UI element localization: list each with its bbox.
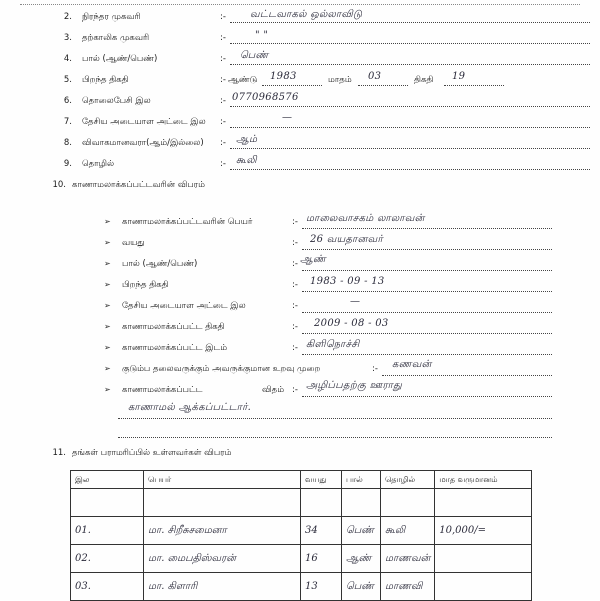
cell-name: மா. மைபதிஸ்வரன் — [144, 545, 301, 573]
cell-income — [435, 573, 532, 601]
cell-age: 16 — [301, 545, 342, 573]
item-label: தேசிய அடையாள அட்டை இல — [82, 117, 206, 127]
item-number: 6. — [63, 96, 72, 106]
item-dotline — [230, 106, 590, 107]
item-label: பால் (ஆண்/பெண்) — [82, 54, 158, 64]
item-dotline — [230, 169, 590, 170]
s10-item-label: தேசிய அடையாள அட்டை இல — [122, 301, 246, 311]
item-label: பிறந்த திகதி — [82, 75, 129, 85]
section-10-number: 10. — [52, 180, 66, 190]
item-colon: :- — [292, 280, 298, 290]
item-label: விவாகமானவரா(ஆம்/இல்லை) — [82, 138, 204, 148]
item-value: கூலி — [236, 155, 257, 166]
table-row — [71, 545, 532, 573]
cell-age: 13 — [301, 573, 342, 601]
item-dotline — [302, 396, 552, 397]
arrow-bullet-icon: ➢ — [104, 217, 111, 226]
s10-item-value: — — [350, 296, 361, 307]
cell-name: மா. கிளாரி — [144, 573, 301, 601]
birth-year-label: ஆண்டு — [228, 75, 258, 85]
item-value: வட்டவாகல் ஒல்லாவிடு — [250, 9, 363, 20]
cell-sex: ஆண் — [342, 545, 381, 573]
item-colon: :- — [220, 96, 226, 106]
col-header-age: வயது — [301, 471, 342, 489]
item-number: 9. — [63, 159, 72, 169]
arrow-bullet-icon: ➢ — [104, 343, 111, 352]
s10-item-value: மாலைவாசகம் லாலாவன் — [306, 213, 425, 224]
item-value: 0770968576 — [232, 92, 299, 103]
item-colon: :- — [372, 364, 378, 374]
birth-day-dotline — [444, 85, 504, 86]
item-dotline — [302, 270, 552, 271]
item-dotline — [230, 148, 590, 149]
item-number: 2. — [63, 12, 72, 22]
table-spacer-row — [71, 489, 532, 517]
arrow-bullet-icon: ➢ — [104, 364, 111, 373]
col-header-occupation: தொழில் — [381, 471, 435, 489]
item-number: 8. — [63, 138, 72, 148]
item-label: நிரந்தர முகவரி — [82, 12, 141, 22]
arrow-bullet-icon: ➢ — [104, 385, 111, 394]
item-label: தொலைபேசி இல — [82, 96, 151, 106]
item-label: தற்காலிக முகவரி — [82, 33, 150, 43]
item-number: 5. — [63, 75, 72, 85]
continuation-text: காணாமல் ஆக்கப்பட்டார். — [128, 402, 252, 413]
s10-item-value: அழிப்பதற்கு ஊராது — [306, 380, 403, 391]
item-colon: :- — [292, 343, 298, 353]
item-dotline — [382, 375, 552, 376]
birth-year-dotline — [262, 85, 322, 86]
col-header-name: பெயர் — [144, 471, 301, 489]
item-dotline — [230, 43, 590, 44]
table-header-row — [71, 471, 532, 489]
table-row — [71, 573, 532, 601]
arrow-bullet-icon: ➢ — [104, 301, 111, 310]
s10-item-value: 1983 - 09 - 13 — [310, 276, 385, 287]
item-number: 7. — [63, 117, 72, 127]
item-dotline — [302, 291, 552, 292]
cell-name: மா. சிறீசுசமைனா — [144, 517, 301, 545]
item-dotline — [302, 354, 552, 355]
s10-item-value: 2009 - 08 - 03 — [314, 318, 389, 329]
item-value: — — [282, 112, 293, 123]
col-header-sex: பால் — [342, 471, 381, 489]
cell-occupation: மாணவன் — [381, 545, 435, 573]
cell-occupation: மாணவி — [381, 573, 435, 601]
arrow-bullet-icon: ➢ — [104, 238, 111, 247]
item-colon: :- — [292, 322, 298, 332]
continuation-dotline-1 — [118, 418, 552, 419]
cell-no: 01. — [71, 517, 144, 545]
item-dotline — [230, 22, 590, 23]
item-colon: :- — [220, 12, 226, 22]
birth-year-value: 1983 — [270, 71, 297, 82]
item-number: 4. — [63, 54, 72, 64]
s10-item-label: வயது — [122, 238, 145, 248]
cell-age: 34 — [301, 517, 342, 545]
item-colon: :- — [220, 117, 226, 127]
item-colon: :- — [292, 259, 298, 269]
item-dotline — [302, 333, 552, 334]
arrow-bullet-icon: ➢ — [104, 280, 111, 289]
s10-item-label-2: விதம் — [262, 385, 285, 395]
item-colon: :- — [220, 54, 226, 64]
dependents-table — [70, 470, 532, 601]
arrow-bullet-icon: ➢ — [104, 322, 111, 331]
s10-item-value: கணவன் — [392, 359, 432, 370]
birth-month-label: மாதம் — [328, 75, 352, 85]
item-colon: :- — [292, 301, 298, 311]
s10-item-value: கிளிநொச்சி — [306, 339, 360, 350]
cell-income — [435, 545, 532, 573]
item-colon: :- — [292, 385, 298, 395]
s10-item-label: குடும்ப தலைவருக்கும் அவருக்குமான உறவு முறை — [122, 364, 321, 374]
s10-item-label: பால் (ஆண்/பெண்) — [122, 259, 198, 269]
item-colon: :- — [220, 33, 226, 43]
s10-item-label: காணாமலாக்கப்பட்டவரின் பெயர் — [122, 217, 253, 227]
item-number: 3. — [63, 33, 72, 43]
item-value: பெண் — [240, 50, 269, 61]
section-11-number: 11. — [52, 448, 66, 458]
item-value: " " — [255, 30, 269, 41]
s10-item-label: காணாமலாக்கப்பட்ட திகதி — [122, 322, 225, 332]
col-header-no: இல — [71, 471, 144, 489]
top-partial-line — [20, 4, 580, 5]
arrow-bullet-icon: ➢ — [104, 259, 111, 268]
cell-no: 02. — [71, 545, 144, 573]
section-10-title: காணாமலாக்கப்பட்டவரின் விபரம் — [72, 180, 205, 190]
item-value: ஆம் — [236, 134, 258, 145]
cell-income: 10,000/= — [435, 517, 532, 545]
item-dotline — [302, 249, 552, 250]
s10-item-label: காணாமலாக்கப்பட்ட இடம் — [122, 343, 228, 353]
cell-occupation: கூலி — [381, 517, 435, 545]
item-colon: :- — [220, 75, 226, 85]
item-dotline — [230, 127, 590, 128]
item-colon: :- — [220, 159, 226, 169]
table-row — [71, 517, 532, 545]
birth-month-dotline — [358, 85, 408, 86]
cell-sex: பெண் — [342, 517, 381, 545]
item-dotline — [302, 228, 552, 229]
birth-month-value: 03 — [368, 71, 382, 82]
s10-item-label: பிறந்த திகதி — [122, 280, 169, 290]
cell-sex: பெண் — [342, 573, 381, 601]
birth-day-value: 19 — [452, 71, 466, 82]
birth-day-label: திகதி — [414, 75, 434, 85]
item-dotline — [302, 312, 552, 313]
section-11-title: தங்கள் பராமரிப்பில் உள்ளவர்கள் விபரம் — [72, 448, 232, 458]
item-colon: :- — [220, 138, 226, 148]
s10-item-value: 26 வயதானவர் — [310, 234, 383, 245]
item-colon: :- — [292, 238, 298, 248]
cell-no: 03. — [71, 573, 144, 601]
item-colon: :- — [292, 217, 298, 227]
item-dotline — [230, 64, 590, 65]
continuation-dotline-2 — [118, 437, 552, 438]
s10-item-value: ஆண் — [300, 254, 326, 265]
col-header-income: மாத வருமானம் — [435, 471, 532, 489]
item-label: தொழில் — [82, 159, 115, 169]
s10-item-label: காணாமலாக்கப்பட்ட — [122, 385, 203, 395]
